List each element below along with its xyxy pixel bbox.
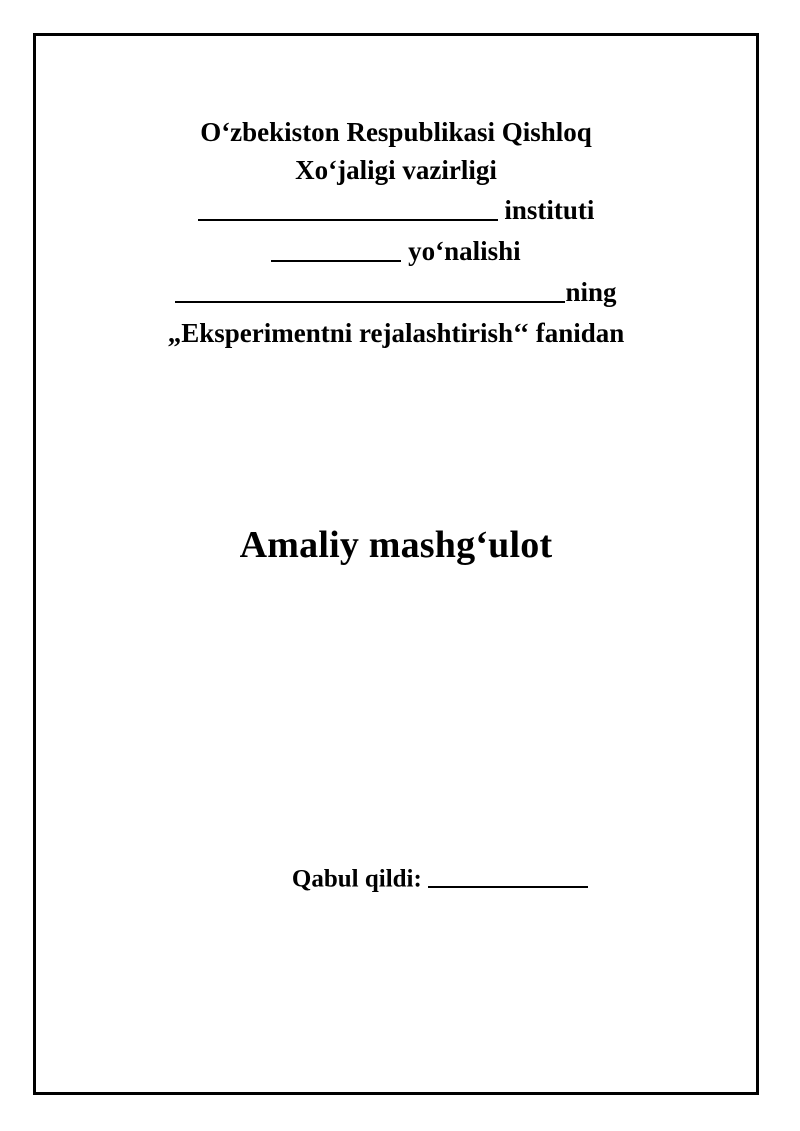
footer — [22, 860, 778, 893]
accepted-by-blank-line — [428, 860, 588, 888]
direction-label: yo‘nalishi — [401, 235, 521, 266]
organization-header — [55, 113, 737, 190]
organization-line-1: O‘zbekiston Respublikasi Qishloq — [200, 117, 592, 147]
student-label: ning — [565, 276, 617, 307]
institute-row — [55, 190, 737, 231]
accepted-by-label: Qabul qildi: — [291, 865, 422, 893]
direction-blank-line — [271, 231, 401, 261]
subject-line: „Eksperimentni rejalashtirish‘‘ fanidan — [167, 317, 625, 348]
page-content — [33, 33, 759, 1095]
fill-in-lines — [55, 190, 737, 313]
student-row — [55, 272, 737, 313]
direction-row — [55, 231, 737, 272]
organization-line-2: Xo‘jaligi vazirligi — [295, 155, 497, 186]
page-title: Amaliy mashg‘ulot — [239, 523, 553, 566]
institute-label: instituti — [497, 194, 595, 225]
accepted-by-row — [292, 860, 588, 893]
student-blank-line — [175, 272, 565, 302]
institute-blank-line — [198, 190, 498, 220]
